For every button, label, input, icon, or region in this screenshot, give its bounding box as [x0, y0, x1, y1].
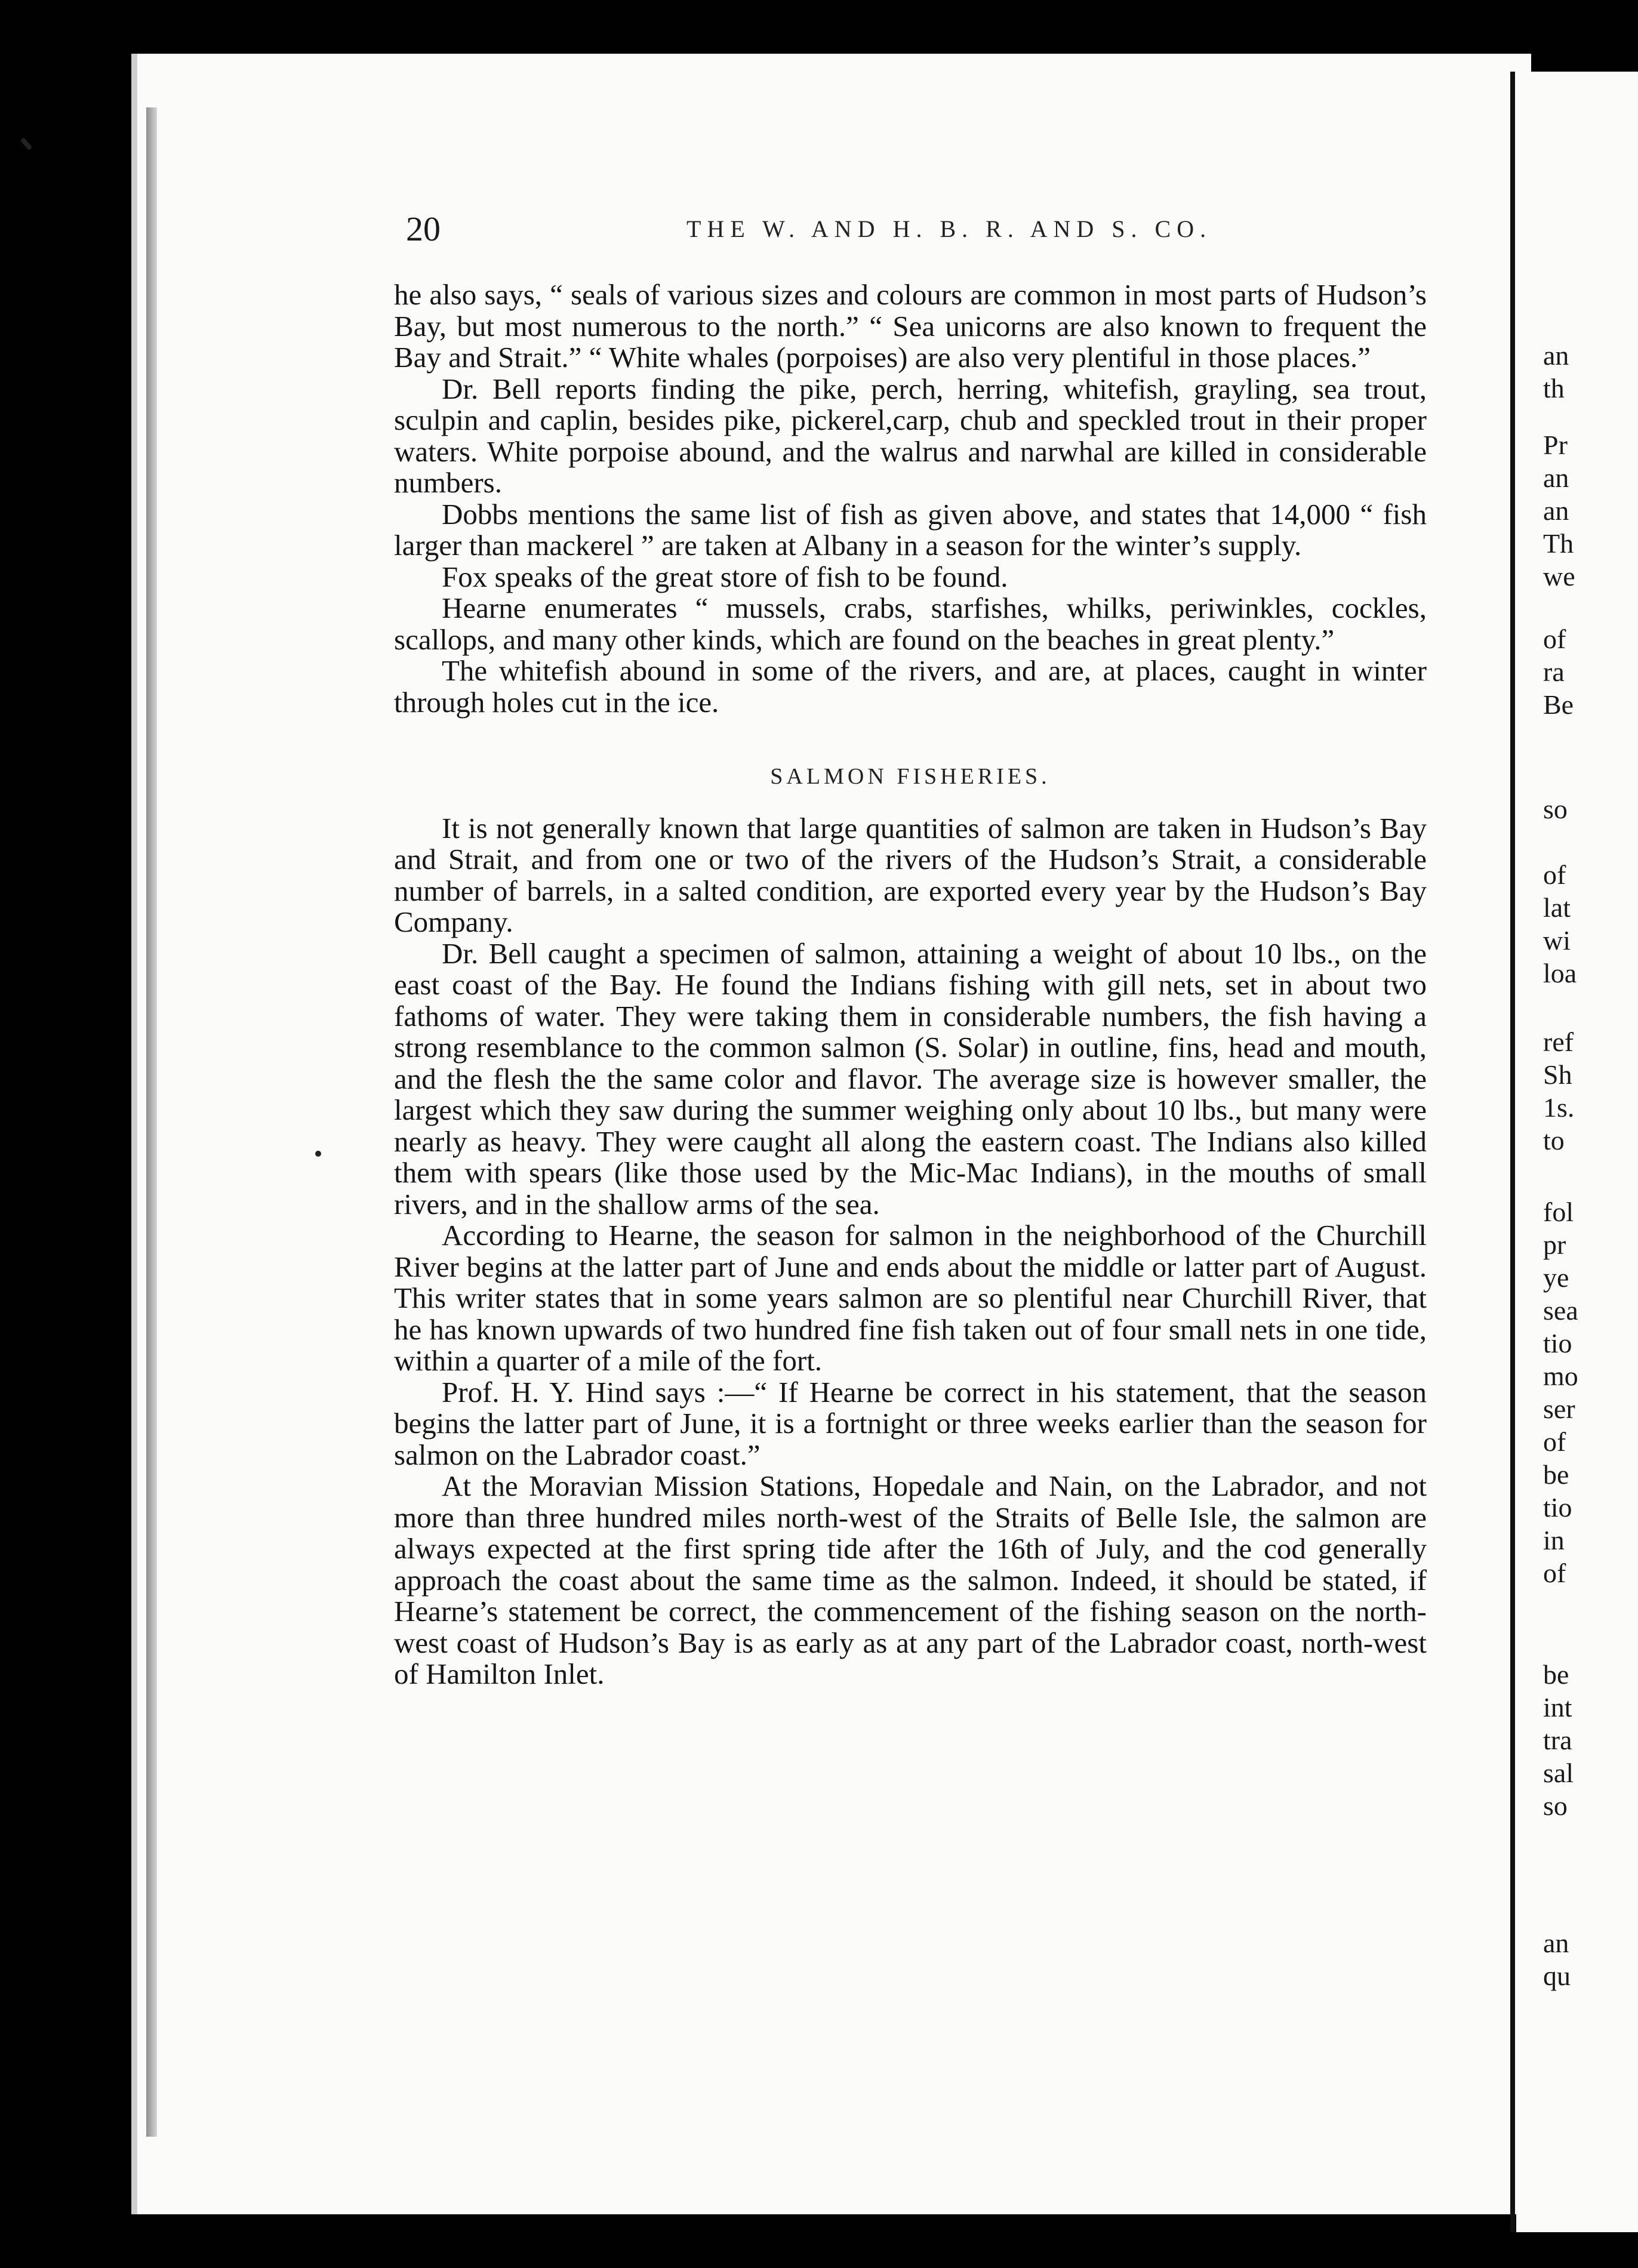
- next-page-fragment: Sh: [1543, 1059, 1572, 1090]
- next-page-fragment: ref: [1543, 1027, 1574, 1057]
- next-page-fragment: th: [1543, 373, 1565, 403]
- next-page-fragment: of: [1543, 1426, 1566, 1457]
- next-page-fragment: ye: [1543, 1262, 1569, 1293]
- next-page-fragment: an: [1543, 340, 1569, 371]
- next-page-fragment: sea: [1543, 1295, 1578, 1326]
- paragraph: Dr. Bell reports finding the pike, perch, herring, whitefish, grayling, sea trout, sculpin and caplin, besides pike, pickerel,carp, chub and speckled trout in their proper waters. White porpoise abound, and the walrus and narwhal are killed in considerable numbers.: [394, 372, 1427, 499]
- paragraph: At the Moravian Mission Stations, Hopedale and Nain, on the Labrador, and not more than three hundred miles north-west of the Straits of Belle Isle, the salmon are always expected at the first spring tide after the 16th of July, and the cod generally approach the coast about the same time as the salmon. Indeed, it should be stated, if Hearne’s statement be correct, the commencement of the fishing season on the north-west coast of Hudson’s Bay is as early as at any part of the Labrador coast, north-west of Hamilton Inlet.: [394, 1469, 1427, 1690]
- next-page-fragment: to: [1543, 1125, 1565, 1155]
- paragraph: The whitefish abound in some of the rivers, and are, at places, caught in winter through holes cut in the ice.: [394, 654, 1427, 719]
- paragraph: Hearne enumerates “ mussels, crabs, starfishes, whilks, periwinkles, cockles, scallops, and many other kinds, which are found on the beaches in great plenty.”: [394, 591, 1427, 656]
- paragraph: he also says, “ seals of various sizes and colours are common in most parts of Hudson’s Bay, but most numerous to the north.” “ Sea unicorns are also known to frequent the Bay and Strait.” “ White whales (porpoises) are also very plentiful in those places.”: [394, 278, 1427, 374]
- next-page-fragment: be: [1543, 1459, 1569, 1490]
- next-page-fragment: tra: [1543, 1725, 1572, 1755]
- next-page-fragment: an: [1543, 1928, 1569, 1958]
- next-page-fragment: tio: [1543, 1492, 1572, 1523]
- next-page-fragment: so: [1543, 1791, 1568, 1821]
- next-page-fragment: of: [1543, 624, 1566, 654]
- paragraph: Dobbs mentions the same list of fish as given above, and states that 14,000 “ fish larger than mackerel ” are taken at Albany in a season for the winter’s supply.: [394, 497, 1427, 562]
- next-page-fragment: Pr: [1543, 430, 1568, 460]
- paragraph: It is not generally known that large quantities of salmon are taken in Hudson’s Bay and Strait, and from one or two of the rivers of the Hudson’s Strait, a considerable number of barrels, in a salted condition, are exported every year by the Hudson’s Bay Company.: [394, 811, 1427, 938]
- next-page-fragment: be: [1543, 1659, 1569, 1690]
- page-number: 20: [406, 209, 441, 248]
- next-page-fragment: fol: [1543, 1197, 1574, 1227]
- page-body: [394, 279, 1427, 1690]
- page-edge-shadow: [146, 107, 157, 2137]
- next-page-fragment: sal: [1543, 1758, 1574, 1788]
- next-page-fragment: lat: [1543, 892, 1571, 923]
- next-page-fragment: mo: [1543, 1361, 1578, 1391]
- next-page-fragment: ser: [1543, 1394, 1575, 1424]
- running-head: THE W. AND H. B. R. AND S. CO.: [686, 215, 1212, 242]
- next-page-fragment: in: [1543, 1525, 1565, 1555]
- next-page-fragment: tio: [1543, 1328, 1572, 1358]
- next-page-fragment: so: [1543, 794, 1568, 824]
- section-heading: SALMON FISHERIES.: [770, 764, 1051, 789]
- next-page-fragment: an: [1543, 495, 1569, 526]
- book-gutter: [1510, 72, 1515, 2232]
- next-page-edge: [1516, 72, 1638, 2232]
- next-page-fragment: we: [1543, 561, 1575, 591]
- paragraph: Prof. H. Y. Hind says :—“ If Hearne be correct in his statement, that the season begins the latter part of June, it is a fortnight or three weeks earlier than the season for salmon on the Labrador coast.”: [394, 1375, 1427, 1471]
- paragraph: According to Hearne, the season for salmon in the neighborhood of the Churchill River begins at the latter part of June and ends about the middle or latter part of August. This writer states that in some years salmon are so plentiful near Churchill River, that he has known upwards of two hundred fine fish taken out of four small nets in one tide, within a quarter of a mile of the fort.: [394, 1219, 1427, 1377]
- page-header: [406, 209, 1433, 263]
- next-page-fragment: Th: [1543, 528, 1574, 559]
- next-page-fragment: pr: [1543, 1229, 1566, 1260]
- paragraph: Fox speaks of the great store of fish to be found.: [442, 560, 1008, 593]
- next-page-fragment: int: [1543, 1692, 1572, 1722]
- next-page-fragment: 1s.: [1543, 1092, 1575, 1123]
- next-page-fragment: of: [1543, 1558, 1566, 1588]
- next-page-fragment: wi: [1543, 925, 1571, 956]
- next-page-fragment: loa: [1543, 958, 1577, 988]
- next-page-fragment: ra: [1543, 657, 1565, 687]
- next-page-fragment: Be: [1543, 689, 1574, 720]
- next-page-fragment: qu: [1543, 1961, 1571, 1991]
- scan-speck: [315, 1151, 321, 1157]
- next-page-fragment: of: [1543, 859, 1566, 890]
- next-page-fragment: an: [1543, 463, 1569, 493]
- paragraph: Dr. Bell caught a specimen of salmon, attaining a weight of about 10 lbs., on the east coast of the Bay. He found the Indians fishing with gill nets, set in about two fathoms of water. They were taking them in considerable numbers, the fish having a strong resemblance to the common salmon (S. Solar) in outline, fins, head and mouth, and the flesh the the same color and flavor. The average size is however smaller, the largest which they saw during the summer weighing only about 10 lbs., but many were nearly as heavy. They were caught all along the eastern coast. The Indians also killed them with spears (like those used by the Mic-Mac Indians), in the mouths of small rivers, and in the shallow arms of the sea.: [394, 936, 1427, 1221]
